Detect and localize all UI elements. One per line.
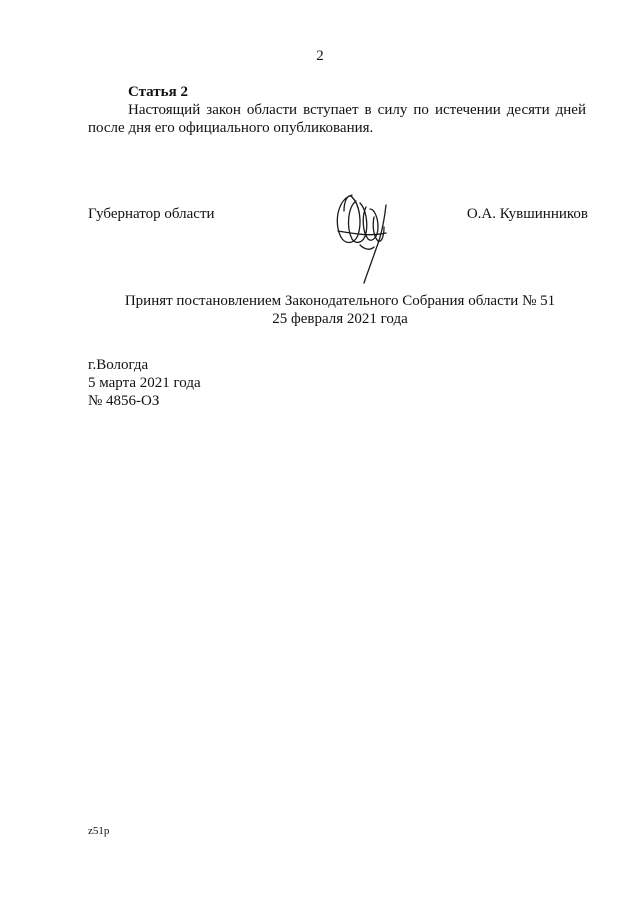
adoption-note <box>0 292 640 328</box>
page-number: 2 <box>316 48 324 64</box>
article-text-line-1: Настоящий закон области вступает в силу по истечении десяти дней <box>128 102 586 118</box>
article-body <box>88 101 586 137</box>
handwritten-signature <box>330 187 400 292</box>
adoption-line-1: Принят постановлением Законодательного Собрания области № 51 <box>124 293 556 309</box>
article-text-line-2: после дня его официального опубликования. <box>88 120 374 136</box>
governor-label: Губернатор области <box>88 206 215 222</box>
place-date-block <box>88 356 201 410</box>
governor-name: О.А. Кувшинников <box>466 206 588 222</box>
signing-date: 5 марта 2021 года <box>88 375 201 391</box>
article-title: Статья 2 <box>128 84 188 100</box>
city: г.Вологда <box>88 357 149 373</box>
adoption-date: 25 февраля 2021 года <box>272 311 408 327</box>
footer-code: z51p <box>88 825 110 837</box>
law-number: № 4856-ОЗ <box>88 393 160 409</box>
